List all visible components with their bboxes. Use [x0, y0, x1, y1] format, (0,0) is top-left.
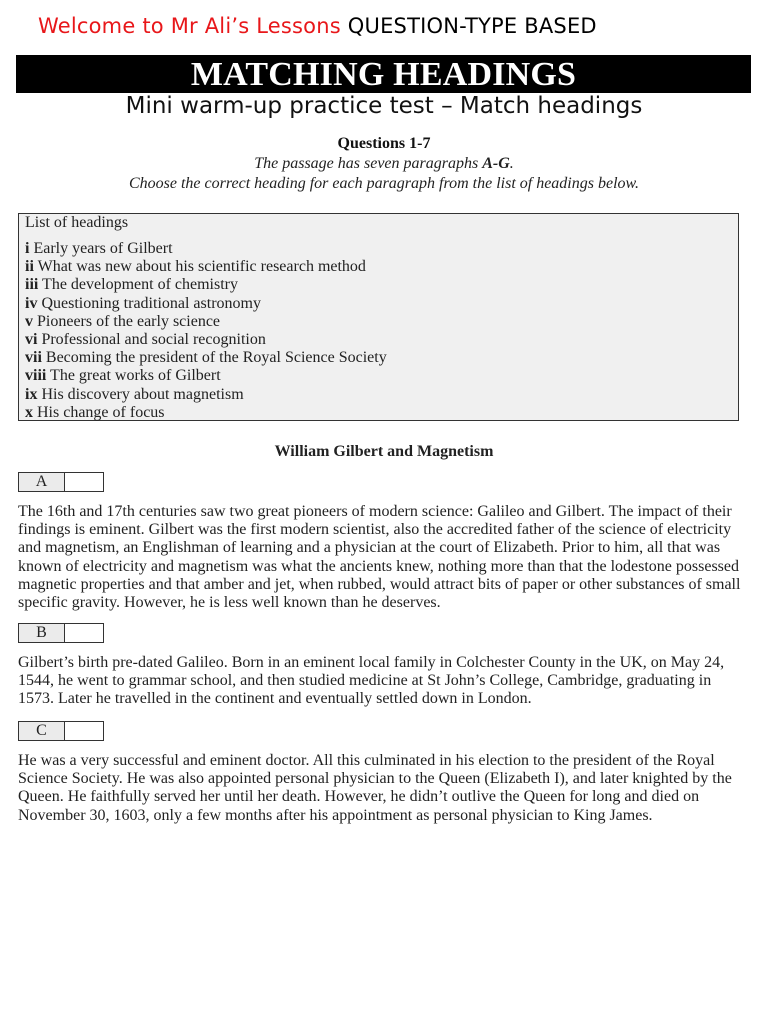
- heading-item: [25, 295, 732, 313]
- welcome-text: Welcome to Mr Ali’s Lessons: [38, 14, 341, 38]
- heading-number: i: [25, 240, 30, 257]
- heading-item: [25, 313, 732, 331]
- banner-title: MATCHING HEADINGS: [16, 55, 751, 93]
- heading-item: [25, 367, 732, 385]
- heading-item: [25, 258, 732, 276]
- paragraph-label: C: [19, 722, 65, 740]
- heading-item: [25, 404, 732, 422]
- headings-list: [25, 240, 732, 422]
- heading-text: Questioning traditional astronomy: [37, 294, 261, 312]
- heading-text: His discovery about magnetism: [37, 385, 244, 403]
- instruction-bold: A-G: [482, 155, 510, 172]
- heading-number: vi: [25, 331, 38, 349]
- paragraph-b-answer-box[interactable]: [65, 624, 103, 642]
- article-title: William Gilbert and Magnetism: [274, 443, 494, 460]
- heading-item: [25, 331, 732, 349]
- heading-text: The great works of Gilbert: [46, 367, 221, 385]
- instruction-line-2: Choose the correct heading for each paragraph from the list of headings below.: [128, 175, 640, 192]
- page-subtitle: Mini warm-up practice test – Match headings: [125, 93, 643, 119]
- heading-number: iii: [25, 276, 39, 294]
- welcome-line: [38, 14, 597, 38]
- list-of-headings: [18, 213, 739, 421]
- question-type-label: QUESTION-TYPE BASED: [347, 14, 597, 38]
- paragraph-c-text: He was a very successful and eminent doctor. All this culminated in his election to the president of the Royal Science Society. He was also appointed personal physician to the Queen (Elizabeth I), and later knighted by the Queen. He faithfully served her until her death. However, he didn’t outlive the Queen for long and died on November 30, 1603, only a few months after his appointment as personal physician to King James.: [18, 752, 732, 824]
- heading-text: His change of focus: [33, 403, 165, 421]
- paragraph-c-tag: [18, 721, 104, 741]
- heading-number: viii: [25, 367, 47, 385]
- headings-box-title: List of headings: [25, 214, 129, 231]
- heading-number: x: [25, 403, 33, 421]
- heading-item: [25, 276, 732, 294]
- paragraph-a-text: The 16th and 17th centuries saw two great pioneers of modern science: Galileo and Gilbert. The impact of their findings is eminent. Gilbert was the first modern scientist, also the accredited father of the science of electricity and magnetism, an Englishman of learning and a physician at the court of Elizabeth. Prior to him, all that was known of electricity and magnetism was what the ancients knew, nothing more than that the lodestone possessed magnetic properties and that amber and jet, when rubbed, would attract bits of paper or other substances of small specific gravity. However, he is less well known than he deserves.: [18, 503, 741, 612]
- heading-number: ix: [25, 385, 38, 403]
- heading-item: [25, 240, 732, 258]
- questions-heading: Questions 1-7: [337, 135, 431, 152]
- heading-item: [25, 349, 732, 367]
- heading-text: Professional and social recognition: [37, 331, 266, 349]
- paragraph-a-answer-box[interactable]: [65, 473, 103, 491]
- heading-number: vii: [25, 349, 42, 367]
- paragraph-label: A: [19, 473, 65, 491]
- heading-text: Pioneers of the early science: [33, 312, 221, 330]
- instruction-line-1: [0, 155, 768, 173]
- paragraph-label: B: [19, 624, 65, 642]
- heading-text: What was new about his scientific research method: [33, 258, 366, 276]
- heading-number: iv: [25, 294, 38, 312]
- paragraph-a-tag: [18, 472, 104, 492]
- instruction-post: .: [509, 155, 514, 172]
- paragraph-b-tag: [18, 623, 104, 643]
- instruction-pre: The passage has seven paragraphs: [254, 155, 483, 172]
- heading-item: [25, 386, 732, 404]
- paragraph-b-text: Gilbert’s birth pre-dated Galileo. Born in an eminent local family in Colchester County in the UK, on May 24, 1544, he went to grammar school, and then studied medicine at St John’s College, Cambridge, graduating in 1573. Later he travelled in the continent and eventually settled down in London.: [18, 654, 725, 708]
- paragraph-c-answer-box[interactable]: [65, 722, 103, 740]
- heading-number: ii: [25, 258, 34, 276]
- heading-text: Becoming the president of the Royal Science Society: [41, 349, 387, 367]
- heading-text: The development of chemistry: [38, 276, 238, 294]
- heading-text: Early years of Gilbert: [29, 240, 173, 257]
- heading-number: v: [25, 312, 33, 330]
